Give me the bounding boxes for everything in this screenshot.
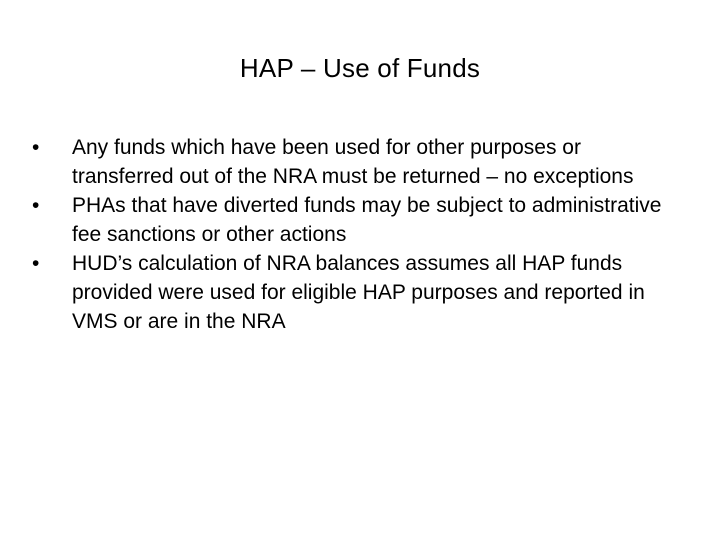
bullet-marker: • xyxy=(32,136,40,159)
bullet-list xyxy=(32,133,682,336)
slide-title: HAP – Use of Funds xyxy=(239,53,481,83)
bullet-marker: • xyxy=(32,252,40,275)
bullet-marker: • xyxy=(32,194,40,217)
bullet-item-returned-funds xyxy=(32,133,682,191)
bullet-item-nra-calculation xyxy=(32,249,682,336)
bullet-item-sanctions xyxy=(32,191,682,249)
bullet-text: HUD’s calculation of NRA balances assumes all HAP funds provided were used for eligible HAP purposes and reported in VMS or are in the NRA xyxy=(72,252,645,333)
bullet-text: PHAs that have diverted funds may be subject to administrative fee sanctions or other actions xyxy=(72,194,662,246)
bullet-text: Any funds which have been used for other purposes or transferred out of the NRA must be returned – no exceptions xyxy=(72,136,634,188)
